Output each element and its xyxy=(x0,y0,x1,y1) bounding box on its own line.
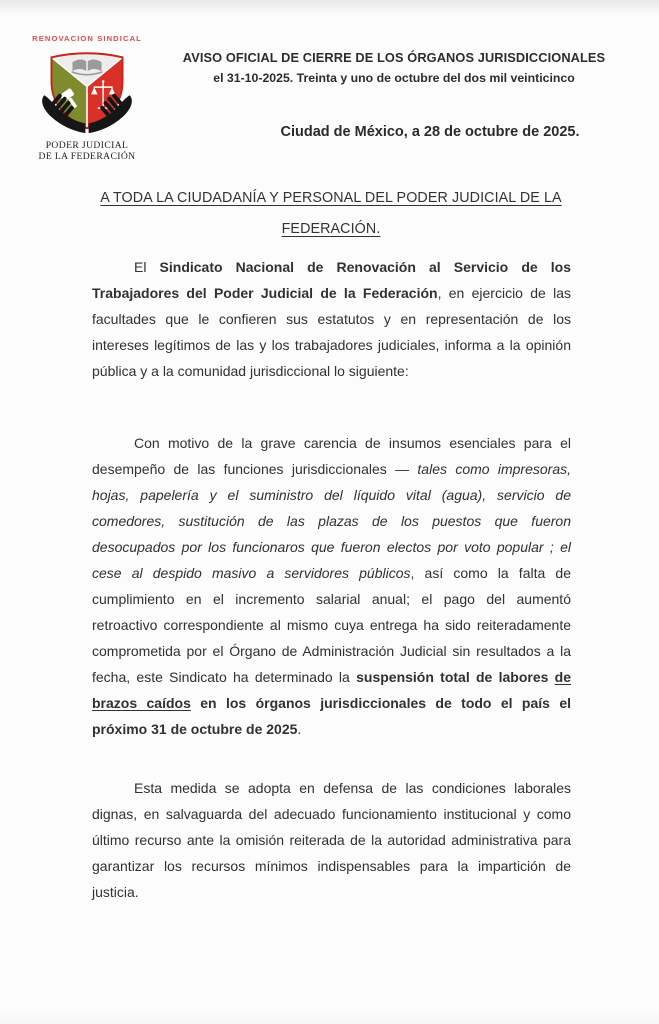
logo-top-label: RENOVACION SINDICAL xyxy=(32,34,142,43)
logo-bottom-line1: PODER JUDICIAL xyxy=(45,140,129,151)
logo-bottom-label xyxy=(26,140,148,163)
paragraph-intro xyxy=(92,254,571,384)
text-run: Esta medida se adopta en defensa de las condiciones laborales dignas, en salvaguarda del adecuado funcionamiento institucional y como último recurso ante la omisión reiterada de la autoridad administrativa para garantizar los recursos mínimos indispensables para la impartición de justicia. xyxy=(92,780,571,900)
text-run: , así como la falta de cumplimiento en el incremento salarial anual; el pago del aumentó retroactivo correspondiente al mismo cuya entrega ha sido reiteradamente comprometida por el Órgano de Administración Judicial sin resultados a la fecha, este Sindicato ha determinado la xyxy=(92,565,571,685)
text-run: . xyxy=(297,721,302,737)
notice-header xyxy=(150,50,638,85)
union-emblem-icon xyxy=(38,46,136,138)
dateline: Ciudad de México, a 28 de octubre de 2025. xyxy=(280,124,580,140)
text-run: , en ejercicio de las facultades que le confieren sus estatutos y en representación de los intereses legítimos de las y los trabajadores judiciales, informa a la opinión pública y a la comunidad jurisdiccional lo siguiente: xyxy=(92,285,572,379)
text-run: El xyxy=(134,259,160,275)
text-run: suspensión total de labores xyxy=(356,669,555,685)
text-run: en los órganos jurisdiccionales de todo el país el próximo 31 de octubre de 2025 xyxy=(92,695,572,737)
paragraph-closing xyxy=(92,775,571,905)
text-run: Sindicato Nacional de Renovación al Servicio de los Trabajadores del Poder Judicial de la Federación xyxy=(92,259,571,301)
text-run: Con motivo de la grave carencia de insumos esenciales para el desempeño de las funciones jurisdiccionales — xyxy=(92,435,571,477)
document-title: A TODA LA CIUDADANÍA Y PERSONAL DEL PODER JUDICIAL DE LA FEDERACIÓN. xyxy=(100,190,562,237)
text-run: de brazos caídos xyxy=(92,669,572,711)
notice-header-line2: el 31-10-2025. Treinta y uno de octubre del dos mil veinticinco xyxy=(213,71,575,85)
logo-bottom-line2: DE LA FEDERACIÓN xyxy=(38,151,136,163)
union-logo xyxy=(26,34,148,163)
paragraph-motive xyxy=(92,430,571,742)
notice-header-line1: AVISO OFICIAL DE CIERRE DE LOS ÓRGANOS JURISDICCIONALES xyxy=(182,50,606,65)
text-run: tales como impresoras, hojas, papelería y el suministro del líquido vital (agua), servicio de comedores, sustitución de las plazas de los puestos que fueron desocupados por los funcionaros que fueron electos por voto popular ; el cese al despido masivo a servidores públicos xyxy=(92,461,571,581)
